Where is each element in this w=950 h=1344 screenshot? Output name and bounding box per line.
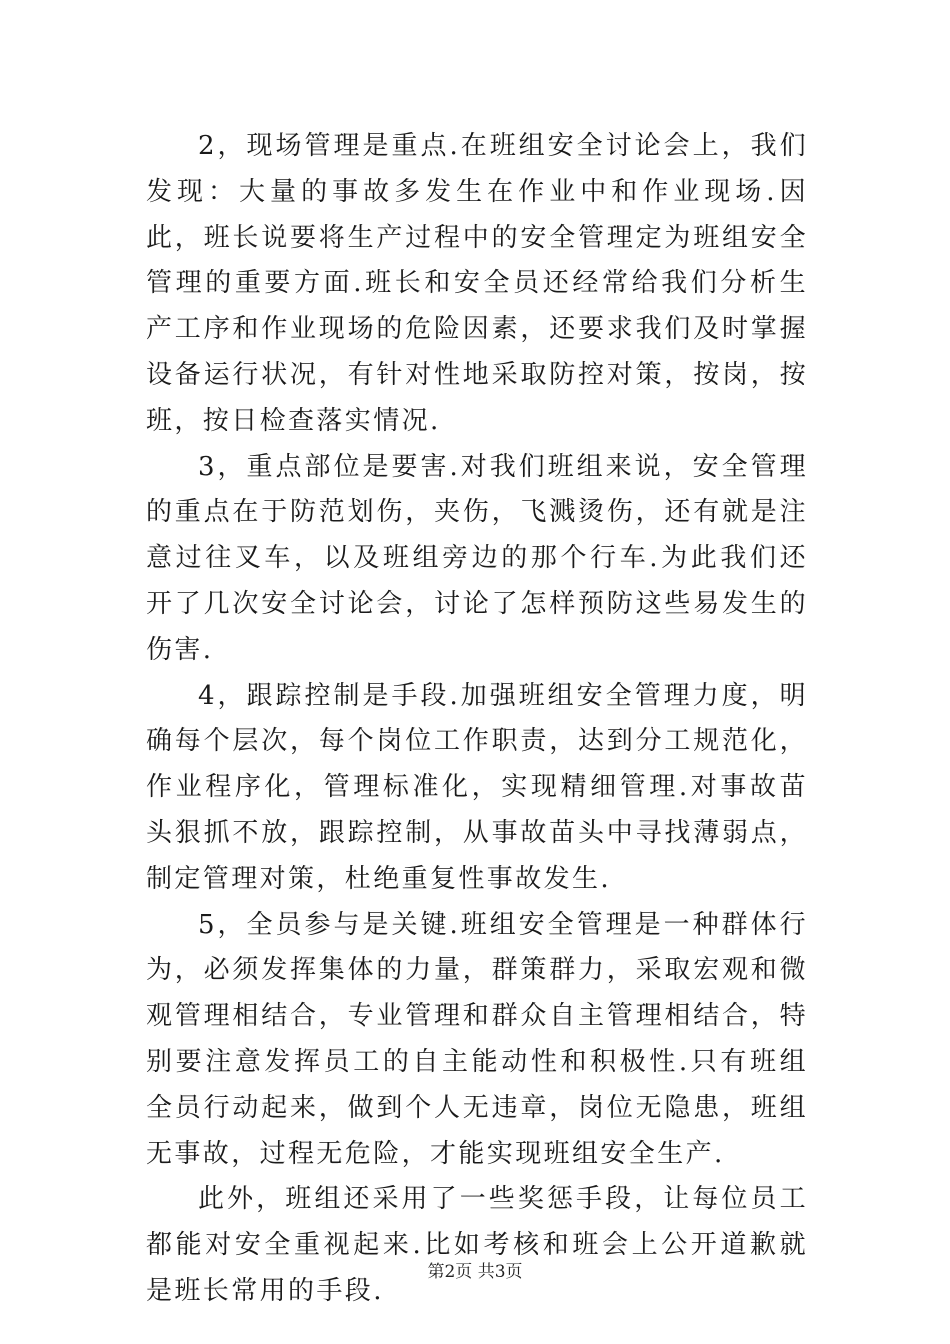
paragraph-additional: 此外，班组还采用了一些奖惩手段，让每位员工都能对安全重视起来.比如考核和班会上公开道歉就是班长常用的手段. bbox=[146, 1184, 808, 1306]
paragraph-3: 3，重点部位是要害.对我们班组来说，安全管理的重点在于防范划伤，夹伤，飞溅烫伤，还有就是注意过往叉车，以及班组旁边的那个行车.为此我们还开了几次安全讨论会，讨论了怎样预防这些易发生的伤害. bbox=[146, 451, 808, 665]
page-footer: 第2页 共3页 bbox=[427, 1262, 523, 1282]
paragraph-4: 4，跟踪控制是手段.加强班组安全管理力度，明确每个层次，每个岗位工作职责，达到分工规范化，作业程序化，管理标准化，实现精细管理.对事故苗头狠抓不放，跟踪控制，从事故苗头中寻找薄弱点，制定管理对策，杜绝重复性事故发生. bbox=[146, 680, 808, 894]
paragraph-2: 2，现场管理是重点.在班组安全讨论会上，我们发现：大量的事故多发生在作业中和作业现场.因此，班长说要将生产过程中的安全管理定为班组安全管理的重要方面.班长和安全员还经常给我们分析生产工序和作业现场的危险因素，还要求我们及时掌握设备运行状况，有针对性地采取防控对策，按岗，按班，按日检查落实情况. bbox=[146, 131, 808, 436]
paragraph-5: 5，全员参与是关键.班组安全管理是一种群体行为，必须发挥集体的力量，群策群力，采取宏观和微观管理相结合，专业管理和群众自主管理相结合，特别要注意发挥员工的自主能动性和积极性.只有班组全员行动起来，做到个人无违章，岗位无隐患，班组无事故，过程无危险，才能实现班组安全生产. bbox=[146, 909, 808, 1169]
document-body bbox=[146, 124, 808, 1315]
